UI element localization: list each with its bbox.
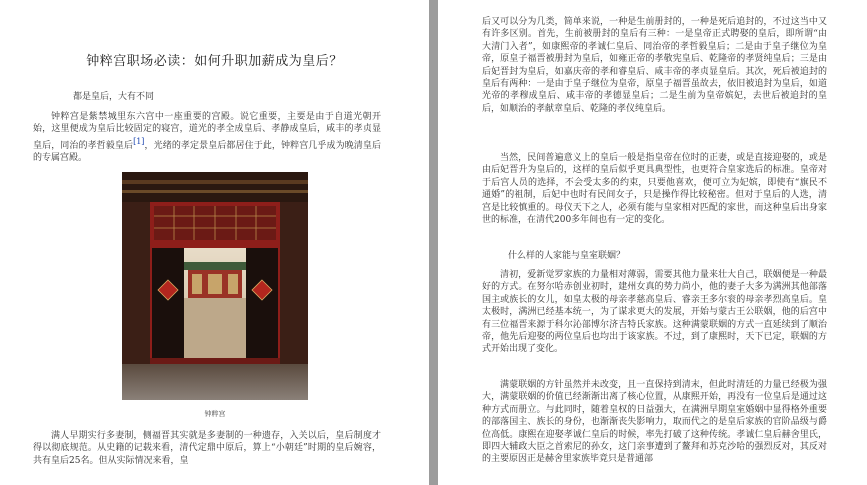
- section-heading: 都是皇后，大有不同: [73, 92, 155, 102]
- footnote-link[interactable]: [1]: [133, 136, 145, 146]
- photo-caption: 钟粹宫: [204, 410, 226, 418]
- document-page-right: [438, 0, 867, 485]
- body-paragraph: 清初，爱新觉罗家族的力量相对薄弱，需要其他力量来壮大自己，联姻便是一种最好的方式。在努尔哈赤创业初时，建州女真的势力尚小，他的妻子大多为满洲其他部落国主或族长的女儿，如皇太极的母亲孝慈高皇后、睿亲王多尔衮的母亲孝烈高皇后。皇太极时，满洲已经基本统一，为了谋求更大的发展，开始与蒙古王公联姻，他的后宫中有三位福晋来源于科尔沁部博尔济吉特氏家族。这种满蒙联姻的方式一直延续到了顺治帝，他先后迎娶的两位皇后也均出于该家族。不过，到了康熙时，天下已定，联姻的方式开始出现了变化。: [482, 270, 827, 355]
- body-paragraph: [33, 111, 381, 165]
- page-gutter: [429, 0, 438, 485]
- body-paragraph: 当然，民间普遍意义上的皇后一般是指皇帝在位时的正妻，或是直接迎娶的，或是由后妃晋升为皇后的，这样的皇后似乎更具典型性，也更符合皇家选后的标准。皇帝对于后宫人员的选择，不会受太多的约束，只要他喜欢，便可立为妃嫔，即使有“旗民不通婚”的祖制，后妃中也时有民间女子，只是操作得比较秘密。但对于皇后的人选，清宫是比较慎重的。母仪天下之人，必须有能与皇家相对匹配的家世，而这种皇后出身家世的标准，在清代200多年间也有一定的变化。: [482, 153, 827, 226]
- body-paragraph: 满人早期实行多妻制，侧福晋其实就是多妻制的一种遗存，入关以后，皇后制度才得以彻底规范。从史籍的记载来看，清代定鼎中原后，算上“小朝廷”时期的皇后婉容，共有皇后25名。但从实际情况来看，皇: [33, 431, 381, 466]
- section-heading: 什么样的人家能与皇室联姻？: [508, 251, 626, 261]
- paragraph-text: 钟粹宫是紫禁城里东六宫中一座重要的宫殿。说它重要，主要是由于自道光朝开始，这里便成为皇后比较固定的寝宫，道光的孝全成皇后、孝静成皇后，咸丰的孝贞显皇后，同治的孝哲毅皇后: [33, 112, 381, 151]
- paragraph-text: ，光绪的孝定景皇后都居住于此，钟粹宫几乎成为晚清皇后的专属宫殿。: [33, 140, 381, 164]
- page-title: 钟粹宫职场必读：如何升职加薪成为皇后？: [86, 54, 343, 69]
- document-page-left: [0, 0, 429, 485]
- palace-photo: [122, 172, 308, 400]
- palace-photo-illustration: [122, 172, 308, 400]
- body-paragraph: 满蒙联姻的方针虽然并未改变，且一直保持到清末，但此时清廷的力量已经极为强大，满蒙联姻的价值已经渐渐出离了核心位置，从康熙开始，再没有一位皇后是通过这种方式而册立。与此同时，随着皇权的日益强大，在满洲早期皇室婚姻中显得格外重要的部落国主、族长的身份，也渐渐丧失影响力，取而代之的是皇后家族的官阶品级与爵位高低。康熙在迎娶孝诚仁皇后的时候，率先打破了这种传统。孝诚仁皇后赫舍里氏，即四大辅政大臣之首索尼的孙女，这门亲事遭到了鳌拜和苏克沙哈的强烈反对，其反对的主要原因正是赫舍里家族毕竟只是普通部: [482, 380, 827, 465]
- body-paragraph: 后又可以分为几类，简单来说，一种是生前册封的，一种是死后追封的，不过这当中又有许多区别。首先，生前被册封的皇后有三种：一是皇帝正式聘娶的皇后，即所谓“由大清门入者”，如康熙帝的孝诚仁皇后、同治帝的孝哲毅皇后；二是由于皇子继位为皇帝，原皇子福晋被册封为皇后，如雍正帝的孝敬宪皇后、乾隆帝的孝贤纯皇后；三是由后妃晋封为皇后，如嘉庆帝的孝和睿皇后、咸丰帝的孝贞显皇后。其次，死后被追封的皇后有两种：一是由于皇子继位为皇帝，原皇子福晋虽故去，依旧被追封为皇后，如道光帝的孝穆成皇后、咸丰帝的孝德显皇后；二是生前为皇帝嫔妃，去世后被追封的皇后，如顺治的孝献章皇后、乾隆的孝仪纯皇后。: [482, 17, 827, 114]
